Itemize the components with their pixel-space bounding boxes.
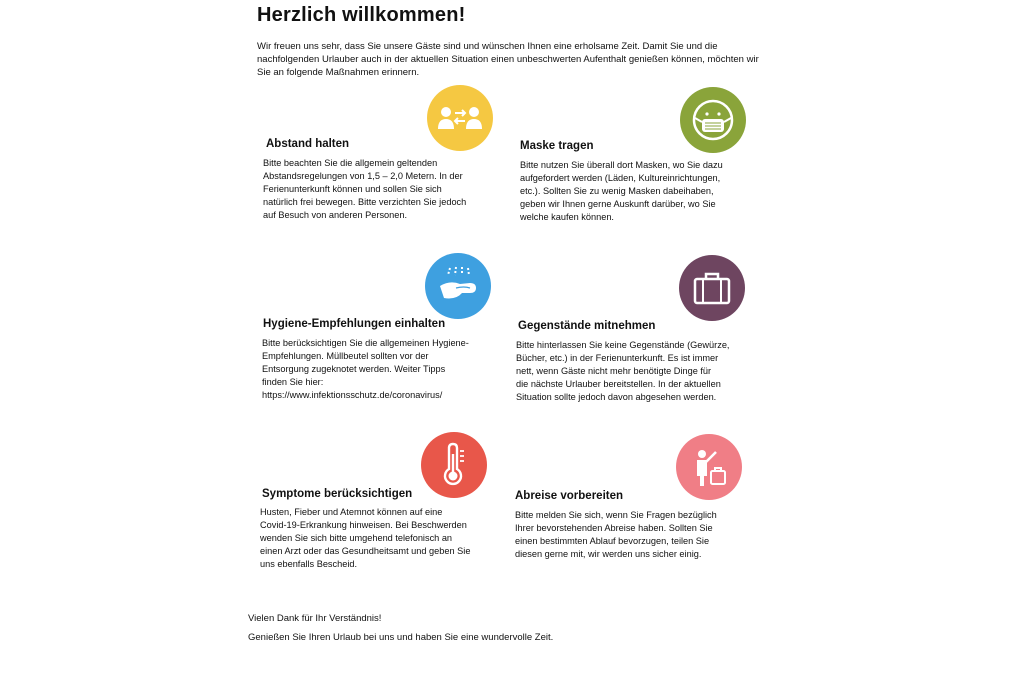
section-title-hygiene: Hygiene-Empfehlungen einhalten	[263, 318, 446, 330]
page-title: Herzlich willkommen!	[257, 4, 466, 26]
section-title-items: Gegenstände mitnehmen	[518, 320, 656, 332]
distance-icon	[427, 85, 493, 151]
closing-wish: Genießen Sie Ihren Urlaub bei uns und haben Sie eine wundervolle Zeit.	[248, 632, 554, 643]
mask-icon	[680, 87, 746, 153]
section-body-items: Bitte hinterlassen Sie keine Gegenstände (Gewürze, Bücher, etc.) in der Ferienunterkunft. Es ist immer nett, wenn Gäste nicht mehr benötigte Dinge für die nächste Urlauber bereitstellen. In der aktuellen Situation sollte jedoch davon abgesehen werden.	[516, 340, 730, 402]
closing-thanks: Vielen Dank für Ihr Verständnis!	[248, 613, 382, 624]
thermometer-icon	[421, 432, 487, 498]
section-title-departure: Abreise vorbereiten	[515, 490, 624, 502]
section-body-hygiene: Bitte berücksichtigen Sie die allgemeinen Hygiene- Empfehlungen. Müllbeutel sollten vor der Entsorgung zugeknotet werden. Weiter Tipps finden Sie hier: https://www.infektionsschutz.de/coronavirus/	[262, 338, 469, 400]
section-body-mask: Bitte nutzen Sie überall dort Masken, wo Sie dazu aufgefordert werden (Läden, Kultureinrichtungen, etc.). Sollten Sie zu wenig Masken dabeihaben, geben wir Ihnen gerne Auskunft darüber, wo Sie welche kaufen können.	[520, 160, 723, 222]
hand-wash-icon	[425, 253, 491, 319]
section-title-distance: Abstand halten	[266, 138, 350, 150]
intro-text: Wir freuen uns sehr, dass Sie unsere Gäste sind und wünschen Ihnen eine erholsame Zeit. Damit Sie und die nachfolgenden Urlauber auch in der aktuellen Situation einen unbeschwerten Aufenthalt genießen können, möchten wir Sie an folgende Maßnahmen erinnern.	[257, 41, 759, 78]
section-title-symptoms: Symptome berücksichtigen	[262, 488, 413, 500]
section-body-distance: Bitte beachten Sie die allgemein geltenden Abstandsregelungen von 1,5 – 2,0 Metern. In der Ferienunterkunft können und sollen Sie sich natürlich frei bewegen. Bitte verzichten Sie jedoch auf Besuch von anderen Personen.	[263, 158, 467, 220]
suitcase-icon	[679, 255, 745, 321]
section-body-departure: Bitte melden Sie sich, wenn Sie Fragen bezüglich Ihrer bevorstehenden Abreise haben. Sollten Sie einen bestimmten Ablauf bevorzugen, teilen Sie diesen gerne mit, wir werden uns sicher einig.	[515, 510, 717, 559]
section-body-symptoms: Husten, Fieber und Atemnot können auf eine Covid-19-Erkrankung hinweisen. Bei Beschwerden wenden Sie sich bitte umgehend telefonisch an einen Arzt oder das Gesundheitsamt und geben Sie uns ebenfalls Bescheid.	[260, 507, 471, 569]
section-title-mask: Maske tragen	[520, 140, 594, 152]
departure-icon	[676, 434, 742, 500]
